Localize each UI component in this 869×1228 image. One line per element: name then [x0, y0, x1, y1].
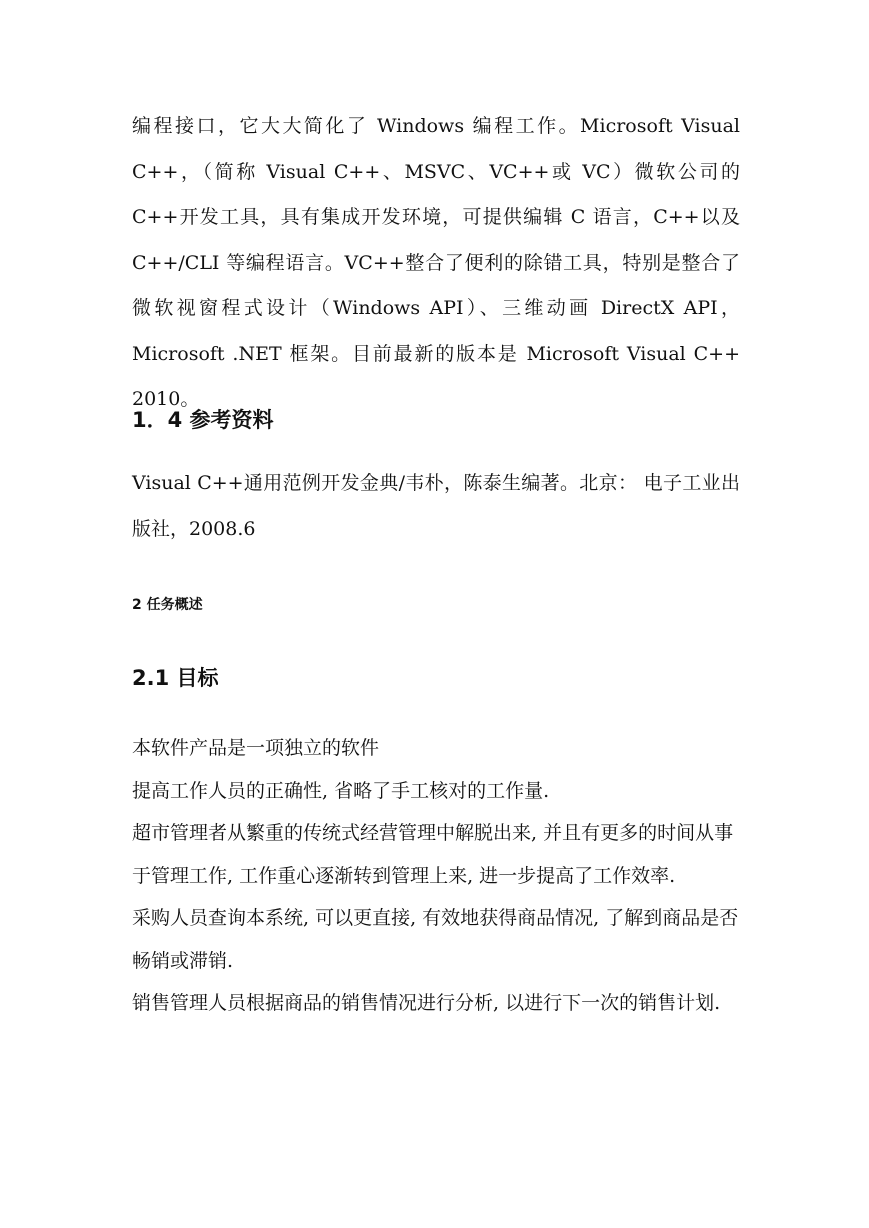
- goal-item: 采购人员查询本系统, 可以更直接, 有效地获得商品情况, 了解到商品是否畅销或滞销.: [132, 907, 739, 972]
- goal-list: [132, 727, 742, 1025]
- goal-item: 提高工作人员的正确性, 省略了手工核对的工作量.: [132, 779, 550, 802]
- section-heading-2-1: 2.1 目标: [132, 666, 219, 690]
- section-heading-2: 2 任务概述: [132, 597, 203, 613]
- goal-item: 销售管理人员根据商品的销售情况进行分析, 以进行下一次的销售计划.: [132, 992, 721, 1014]
- reference-entry: Visual C++通用范例开发金典/韦朴，陈泰生编著。北京： 电子工业出版社，2008.6: [132, 472, 740, 540]
- goal-item: 超市管理者从繁重的传统式经营管理中解脱出来, 并且有更多的时间从事于管理工作, 工作重心逐渐转到管理上来, 进一步提高了工作效率.: [132, 822, 734, 887]
- intro-paragraph: 编程接口，它大大简化了 Windows 编程工作。Microsoft Visual C++，（简称 Visual C++、MSVC、VC++或 VC）微软公司的 C++开发工具，具有集成开发环境，可提供编辑 C 语言，C++以及 C++/CLI 等编程语言。VC++整合了便利的除错工具，特别是整合了微软视窗程式设计（Windows API）、三维动画 DirectX API，Microsoft .NET 框架。目前最新的版本是 Microsoft Visual C++ 2010。: [132, 115, 740, 410]
- goal-item: 本软件产品是一项独立的软件: [132, 737, 380, 759]
- section-heading-1-4: 1．4 参考资料: [132, 408, 274, 432]
